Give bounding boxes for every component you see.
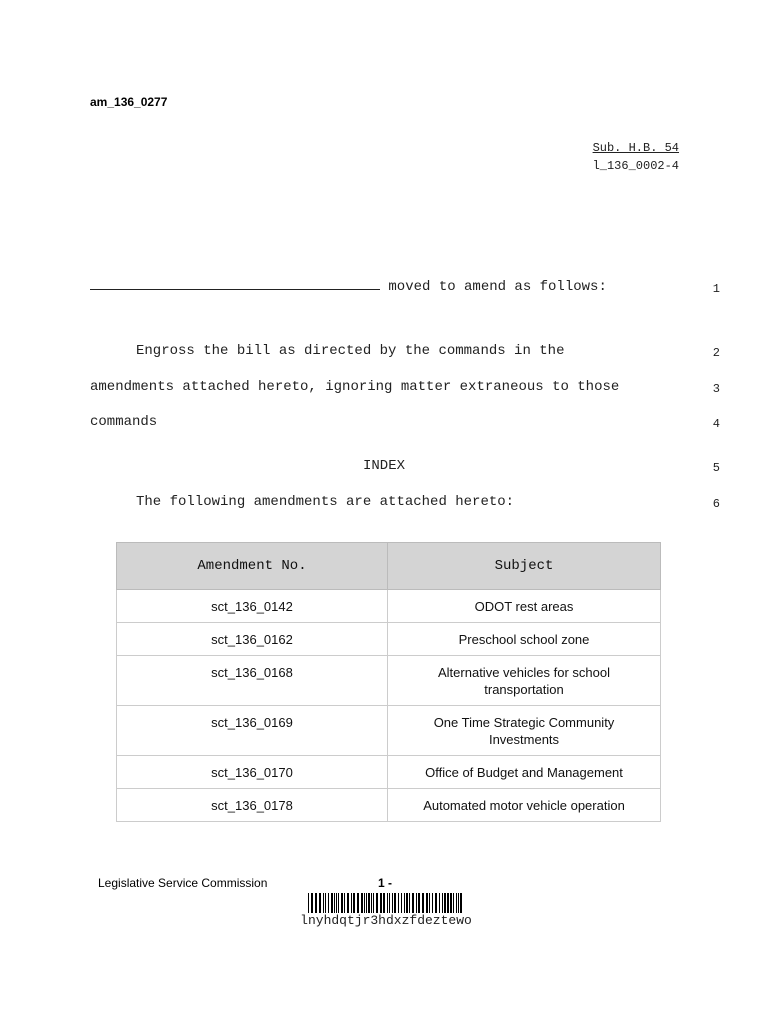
line-number: 3 [712, 382, 720, 396]
amendments-table [116, 542, 661, 822]
amendment-number: sct_136_0142 [117, 590, 388, 623]
amendment-subject: Automated motor vehicle operation [388, 789, 661, 822]
barcode-icon [308, 893, 462, 913]
table-header-row [117, 543, 661, 590]
column-header: Amendment No. [117, 543, 388, 590]
body-line: amendments attached hereto, ignoring matter extraneous to those [90, 379, 620, 395]
draft-number: l_136_0002-4 [592, 159, 679, 173]
page-number: 1 - [378, 876, 393, 890]
amendment-subject: Office of Budget and Management [388, 756, 661, 789]
table-row [117, 756, 661, 789]
bill-reference [593, 139, 679, 175]
column-header: Subject [388, 543, 661, 590]
mover-blank [90, 279, 380, 290]
amendment-number: sct_136_0178 [117, 789, 388, 822]
amendment-subject: Preschool school zone [388, 623, 661, 656]
body-line: Engross the bill as directed by the commands in the [136, 343, 565, 359]
document-id: am_136_0277 [90, 95, 168, 109]
table-row [117, 656, 661, 706]
index-heading: INDEX [363, 458, 406, 474]
mover-line [90, 279, 607, 295]
amendment-subject: One Time Strategic Community Investments [388, 706, 661, 756]
bill-number: Sub. H.B. 54 [592, 141, 679, 155]
footer-commission: Legislative Service Commission [98, 876, 268, 890]
line-number: 2 [712, 346, 720, 360]
line-number: 1 [712, 282, 720, 296]
amendment-number: sct_136_0170 [117, 756, 388, 789]
amendment-number: sct_136_0162 [117, 623, 388, 656]
amendment-number: sct_136_0168 [117, 656, 388, 706]
table-row [117, 789, 661, 822]
amendment-number: sct_136_0169 [117, 706, 388, 756]
line-number: 6 [712, 497, 720, 511]
table-row [117, 590, 661, 623]
barcode-text: lnyhdqtjr3hdxzfdeztewo [300, 913, 472, 928]
table-row [117, 706, 661, 756]
line-number: 4 [712, 417, 720, 431]
amendment-subject: Alternative vehicles for school transportation [388, 656, 661, 706]
body-line: commands [90, 414, 158, 430]
amendment-subject: ODOT rest areas [388, 590, 661, 623]
body-line: The following amendments are attached hereto: [136, 494, 515, 510]
line-number: 5 [712, 461, 720, 475]
mover-text: moved to amend as follows: [388, 279, 607, 295]
table-row [117, 623, 661, 656]
